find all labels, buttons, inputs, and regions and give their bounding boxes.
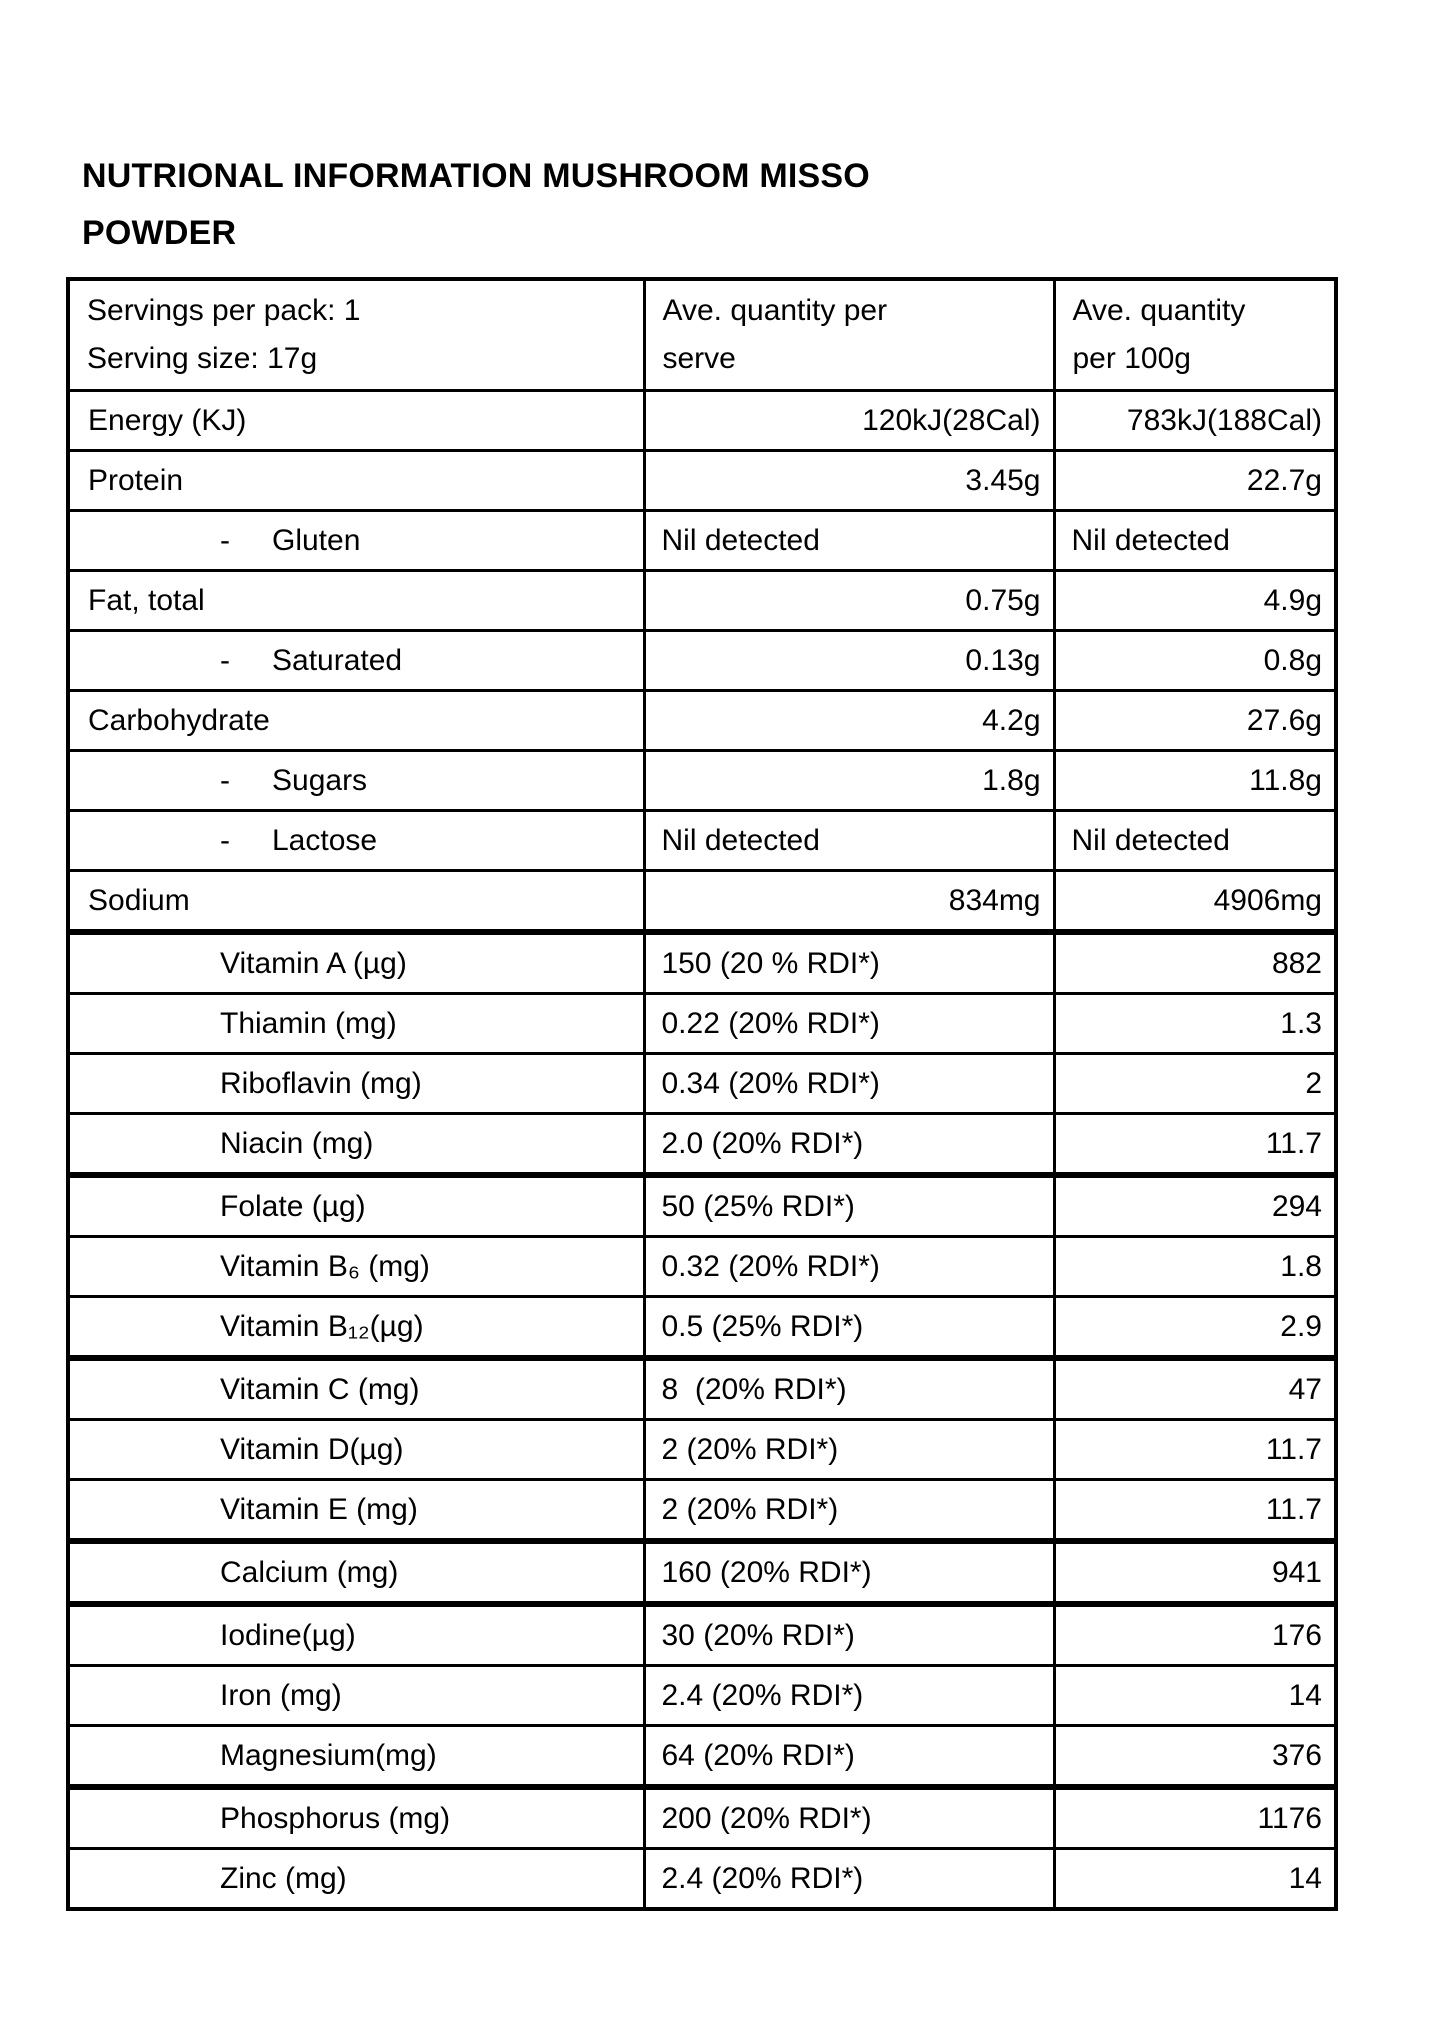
page-title xyxy=(82,148,870,262)
nutrient-label: Gluten xyxy=(272,523,361,557)
nutrient-label-cell xyxy=(68,1237,644,1297)
per-100g-value-cell: 22.7g xyxy=(1054,451,1336,511)
nutrient-label: Vitamin D(µg) xyxy=(220,1432,404,1466)
nutrient-label-cell xyxy=(68,1726,644,1788)
nutrient-label-cell xyxy=(68,1480,644,1542)
per-serve-value-cell: 1.8g xyxy=(644,751,1054,811)
nutrient-label: Lactose xyxy=(272,823,378,857)
per-100g-value-cell: 1.3 xyxy=(1054,994,1336,1054)
dash-marker: - xyxy=(220,823,230,857)
nutrient-label-cell xyxy=(68,571,644,631)
table-row xyxy=(68,1541,1336,1604)
per-100g-value-cell: 11.7 xyxy=(1054,1420,1336,1480)
per-serve-header-line-2: serve xyxy=(662,342,736,375)
nutrient-label-cell xyxy=(68,751,644,811)
table-row xyxy=(68,1726,1336,1788)
nutrition-table-body xyxy=(68,279,1336,1909)
page-title-line-2: POWDER xyxy=(82,214,237,252)
serving-size-text: Serving size: 17g xyxy=(87,342,318,375)
per-100g-value-cell: 27.6g xyxy=(1054,691,1336,751)
per-serve-value-cell: 0.32 (20% RDI*) xyxy=(644,1237,1054,1297)
per-100g-value-cell: 376 xyxy=(1054,1726,1336,1788)
per-serve-value-cell: 0.13g xyxy=(644,631,1054,691)
per-100g-column-header xyxy=(1054,279,1336,391)
nutrient-label-cell xyxy=(68,932,644,994)
table-row xyxy=(68,571,1336,631)
nutrient-label-cell xyxy=(68,1787,644,1849)
per-serve-value-cell: 0.75g xyxy=(644,571,1054,631)
per-100g-value-cell: 1176 xyxy=(1054,1787,1336,1849)
nutrient-label-cell xyxy=(68,1849,644,1910)
per-serve-value-cell: 8 (20% RDI*) xyxy=(644,1358,1054,1420)
per-100g-value-cell: 783kJ(188Cal) xyxy=(1054,391,1336,451)
per-serve-value-cell: 120kJ(28Cal) xyxy=(644,391,1054,451)
per-100g-value-cell: 2 xyxy=(1054,1054,1336,1114)
table-row xyxy=(68,1237,1336,1297)
per-serve-value-cell: Nil detected xyxy=(644,511,1054,571)
per-serve-value-cell: 2 (20% RDI*) xyxy=(644,1480,1054,1542)
nutrient-label: Vitamin B₆ (mg) xyxy=(220,1249,430,1283)
dash-marker: - xyxy=(220,523,230,557)
table-header-row xyxy=(68,279,1336,391)
nutrient-label-cell xyxy=(68,994,644,1054)
per-serve-header-line-1: Ave. quantity per xyxy=(662,294,888,327)
dash-marker: - xyxy=(220,763,230,797)
nutrient-label: Phosphorus (mg) xyxy=(220,1801,451,1835)
per-100g-value-cell: 11.7 xyxy=(1054,1114,1336,1176)
per-serve-value-cell: 2 (20% RDI*) xyxy=(644,1420,1054,1480)
per-serve-column-header xyxy=(644,279,1054,391)
nutrition-table xyxy=(66,277,1338,1911)
per-100g-value-cell: 14 xyxy=(1054,1666,1336,1726)
nutrient-label: Vitamin B₁₂(µg) xyxy=(220,1309,424,1343)
table-row xyxy=(68,751,1336,811)
per-100g-value-cell: 176 xyxy=(1054,1604,1336,1666)
nutrient-label: Thiamin (mg) xyxy=(220,1006,397,1040)
nutrient-label-cell xyxy=(68,691,644,751)
table-row xyxy=(68,691,1336,751)
per-serve-value-cell: 2.4 (20% RDI*) xyxy=(644,1849,1054,1910)
nutrient-label-cell xyxy=(68,511,644,571)
per-100g-value-cell: Nil detected xyxy=(1054,511,1336,571)
per-100g-value-cell: 4.9g xyxy=(1054,571,1336,631)
per-serve-value-cell: 30 (20% RDI*) xyxy=(644,1604,1054,1666)
per-100g-value-cell: 0.8g xyxy=(1054,631,1336,691)
table-row xyxy=(68,1849,1336,1910)
nutrient-label: Carbohydrate xyxy=(88,703,270,737)
nutrient-label: Zinc (mg) xyxy=(220,1861,347,1895)
table-row xyxy=(68,1358,1336,1420)
nutrient-label: Folate (µg) xyxy=(220,1189,366,1223)
nutrient-label: Niacin (mg) xyxy=(220,1126,374,1160)
table-row xyxy=(68,1604,1336,1666)
per-serve-value-cell: 3.45g xyxy=(644,451,1054,511)
table-row xyxy=(68,1420,1336,1480)
per-100g-value-cell: Nil detected xyxy=(1054,811,1336,871)
per-100g-value-cell: 294 xyxy=(1054,1175,1336,1237)
nutrient-label-cell xyxy=(68,811,644,871)
nutrient-label: Vitamin C (mg) xyxy=(220,1372,420,1406)
table-row xyxy=(68,932,1336,994)
table-row xyxy=(68,871,1336,933)
nutrient-label: Protein xyxy=(88,463,184,497)
table-row xyxy=(68,451,1336,511)
nutrient-label-cell xyxy=(68,1114,644,1176)
nutrient-label-cell xyxy=(68,1420,644,1480)
per-serve-value-cell: 200 (20% RDI*) xyxy=(644,1787,1054,1849)
nutrient-label-cell xyxy=(68,451,644,511)
per-serve-value-cell: 834mg xyxy=(644,871,1054,933)
nutrient-label: Calcium (mg) xyxy=(220,1555,399,1589)
nutrient-label: Energy (KJ) xyxy=(88,403,247,437)
per-100g-value-cell: 1.8 xyxy=(1054,1237,1336,1297)
per-serve-value-cell: 2.0 (20% RDI*) xyxy=(644,1114,1054,1176)
nutrient-label: Magnesium(mg) xyxy=(220,1738,437,1772)
per-serve-value-cell: 0.5 (25% RDI*) xyxy=(644,1297,1054,1359)
dash-marker: - xyxy=(220,643,230,677)
per-serve-value-cell: 50 (25% RDI*) xyxy=(644,1175,1054,1237)
nutrient-label-cell xyxy=(68,1054,644,1114)
per-serve-value-cell: 150 (20 % RDI*) xyxy=(644,932,1054,994)
nutrient-label-cell xyxy=(68,1604,644,1666)
table-row xyxy=(68,1297,1336,1359)
per-serve-value-cell: 0.22 (20% RDI*) xyxy=(644,994,1054,1054)
per-100g-value-cell: 14 xyxy=(1054,1849,1336,1910)
table-row xyxy=(68,631,1336,691)
nutrient-label-cell xyxy=(68,1358,644,1420)
nutrition-table-container xyxy=(66,277,1338,1911)
per-100g-value-cell: 47 xyxy=(1054,1358,1336,1420)
per-100g-value-cell: 11.8g xyxy=(1054,751,1336,811)
nutrient-label-cell xyxy=(68,391,644,451)
per-serve-value-cell: 4.2g xyxy=(644,691,1054,751)
per-100g-value-cell: 2.9 xyxy=(1054,1297,1336,1359)
nutrient-label-cell xyxy=(68,1297,644,1359)
page-title-line-1: NUTRIONAL INFORMATION MUSHROOM MISSO xyxy=(82,157,870,195)
table-row xyxy=(68,1480,1336,1542)
per-100g-value-cell: 4906mg xyxy=(1054,871,1336,933)
table-row xyxy=(68,1787,1336,1849)
per-100g-value-cell: 941 xyxy=(1054,1541,1336,1604)
nutrient-label-cell xyxy=(68,871,644,933)
serving-info-header-cell xyxy=(68,279,644,391)
table-row xyxy=(68,511,1336,571)
nutrient-label: Vitamin E (mg) xyxy=(220,1492,418,1526)
table-row xyxy=(68,1175,1336,1237)
table-row xyxy=(68,1054,1336,1114)
table-row xyxy=(68,391,1336,451)
table-row xyxy=(68,1666,1336,1726)
table-row xyxy=(68,994,1336,1054)
per-100g-value-cell: 882 xyxy=(1054,932,1336,994)
servings-per-pack-text: Servings per pack: 1 xyxy=(87,294,361,327)
nutrient-label-cell xyxy=(68,1666,644,1726)
nutrient-label-cell xyxy=(68,1175,644,1237)
nutrient-label: Iron (mg) xyxy=(220,1678,342,1712)
table-row xyxy=(68,1114,1336,1176)
per-serve-value-cell: 160 (20% RDI*) xyxy=(644,1541,1054,1604)
per-100g-header-line-2: per 100g xyxy=(1072,342,1191,375)
per-serve-value-cell: 64 (20% RDI*) xyxy=(644,1726,1054,1788)
nutrient-label: Vitamin A (µg) xyxy=(220,946,407,980)
nutrient-label: Sodium xyxy=(88,883,190,917)
per-serve-value-cell: 2.4 (20% RDI*) xyxy=(644,1666,1054,1726)
nutrient-label-cell xyxy=(68,1541,644,1604)
per-100g-header-line-1: Ave. quantity xyxy=(1072,294,1246,327)
per-serve-value-cell: Nil detected xyxy=(644,811,1054,871)
per-100g-value-cell: 11.7 xyxy=(1054,1480,1336,1542)
nutrient-label: Iodine(µg) xyxy=(220,1618,356,1652)
nutrient-label: Riboflavin (mg) xyxy=(220,1066,422,1100)
nutrient-label: Fat, total xyxy=(88,583,205,617)
nutrient-label-cell xyxy=(68,631,644,691)
nutrient-label: Saturated xyxy=(272,643,403,677)
per-serve-value-cell: 0.34 (20% RDI*) xyxy=(644,1054,1054,1114)
table-row xyxy=(68,811,1336,871)
nutrient-label: Sugars xyxy=(272,763,368,797)
